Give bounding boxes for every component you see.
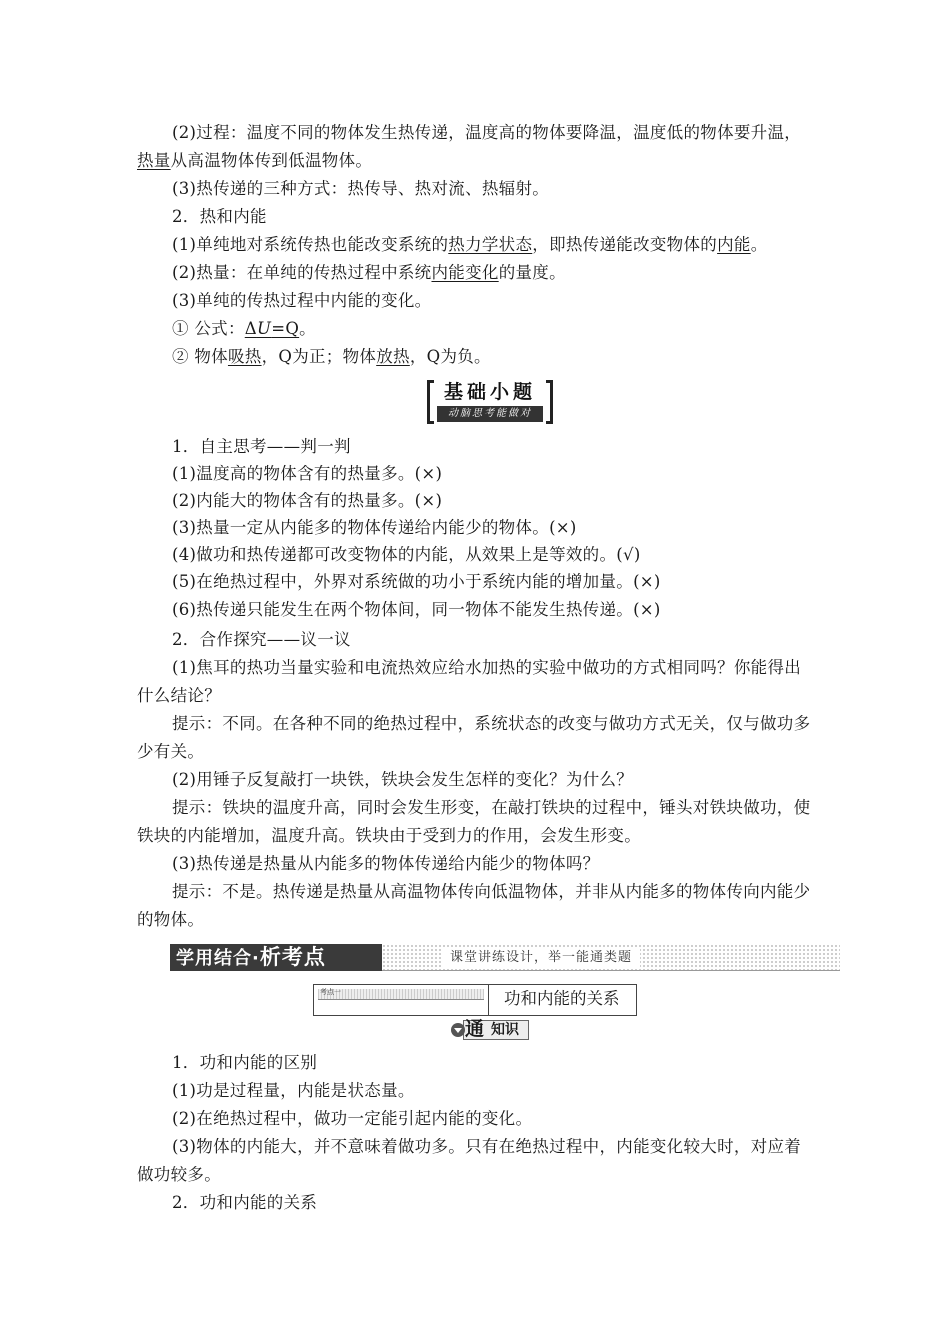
hint-answer: 提示：不是。热传递是热量从高温物体传向低温物体，并非从内能多的物体传向内能少 — [172, 882, 811, 901]
judgement-item: (4)做功和热传递都可改变物体的内能，从效果上是等效的。(√) — [172, 545, 641, 564]
topic-title: 功和内能的关系 — [504, 989, 620, 1008]
discussion-question: (2)用锤子反复敲打一块铁，铁块会发生怎样的变化？为什么？ — [172, 770, 634, 789]
heading-relationship: 2．功和内能的关系 — [172, 1193, 318, 1212]
badge-word: 通 — [465, 1018, 485, 1040]
practice-banner-subtitle: 课堂讲练设计，举一能通类题 — [442, 948, 640, 967]
text-run: 从高温物体传到低温物体。 — [170, 151, 373, 170]
topic-box — [313, 984, 637, 1016]
text-run: (1)单纯地对系统传热也能改变系统的 — [172, 235, 449, 254]
banner-subtitle: 动脑思考能做对 — [437, 406, 543, 422]
judgement-item: (5)在绝热过程中，外界对系统做的功小于系统内能的增加量。(×) — [172, 572, 661, 591]
practice-banner-title: 学用结合·析考点 — [170, 944, 382, 971]
text-run: 。 — [299, 319, 316, 338]
discussion-question: (3)热传递是热量从内能多的物体传递给内能少的物体吗？ — [172, 854, 600, 873]
badge-word: 知识 — [491, 1022, 519, 1038]
heading-self-think: 1．自主思考——判一判 — [172, 437, 351, 456]
list-item: (2)在绝热过程中，做功一定能引起内能的变化。 — [172, 1109, 533, 1128]
dotted-pattern — [382, 944, 840, 971]
underlined-term: 热量 — [137, 151, 171, 170]
text-run: ，即热传递能改变物体的 — [532, 235, 718, 254]
text-run: ① 公式： — [172, 319, 245, 338]
paragraph-formula — [172, 318, 316, 340]
underlined-term: 吸热 — [227, 347, 262, 366]
text-run: ② 物体 — [172, 347, 228, 366]
list-item: (3)物体的内能大，并不意味着做功多。只有在绝热过程中，内能变化较大时，对应着 — [172, 1137, 802, 1156]
underlined-term: 放热 — [376, 347, 410, 366]
text-run: ，Q为负。 — [409, 347, 491, 366]
topic-tag: 考点一 — [318, 989, 484, 1000]
text-run: ，Q为正；物体 — [261, 347, 377, 366]
banner-title: 基础小题 — [443, 381, 536, 403]
underlined-term: 内能 — [717, 235, 751, 254]
text-run: (2)热量：在单纯的传热过程中系统 — [172, 263, 432, 282]
judgement-item: (1)温度高的物体含有的热量多。(×) — [172, 464, 443, 483]
paragraph-process-cont — [137, 150, 372, 172]
paragraph-sign-convention — [172, 346, 491, 368]
bracket-left — [427, 380, 434, 424]
heading-cooperative-inquiry: 2．合作探究——议一议 — [172, 630, 351, 649]
discussion-question-cont: 什么结论？ — [137, 686, 221, 705]
list-item-cont: 做功较多。 — [137, 1165, 221, 1184]
judgement-item: (3)热量一定从内能多的物体传递给内能少的物体。(×) — [172, 518, 577, 537]
heading-difference: 1．功和内能的区别 — [172, 1053, 318, 1072]
basic-questions-banner — [427, 380, 553, 424]
hint-answer-cont: 的物体。 — [137, 910, 205, 929]
knowledge-badge — [451, 1020, 531, 1042]
bracket-right — [546, 380, 553, 424]
paragraph-three-ways: (3)热传递的三种方式：热传导、热对流、热辐射。 — [172, 179, 550, 198]
discussion-question: (1)焦耳的热功当量实验和电流热效应给水加热的实验中做功的方式相同吗？你能得出 — [172, 658, 802, 677]
hint-answer: 提示：不同。在各种不同的绝热过程中，系统状态的改变与做功方式无关，仅与做功多 — [172, 714, 811, 733]
underlined-term: 内能变化 — [431, 263, 499, 282]
hint-answer-cont: 铁块的内能增加，温度升高。铁块由于受到力的作用，会发生形变。 — [137, 826, 641, 845]
divider — [488, 985, 489, 1015]
paragraph-heat-definition — [172, 262, 566, 284]
paragraph-internal-energy-change: (3)单纯的传热过程中内能的变化。 — [172, 291, 432, 310]
text-run: 。 — [750, 235, 768, 254]
hint-answer: 提示：铁块的温度升高，同时会发生形变，在敲打铁块的过程中，锤头对铁块做功，使 — [172, 798, 811, 817]
text-run: 的量度。 — [498, 263, 566, 282]
divider — [382, 970, 840, 971]
formula: ΔU=Q — [244, 319, 300, 338]
paragraph-process: (2)过程：温度不同的物体发生热传递，温度高的物体要降温，温度低的物体要升温， — [172, 123, 802, 142]
judgement-item: (6)热传递只能发生在两个物体间，同一物体不能发生热传递。(×) — [172, 600, 661, 619]
judgement-item: (2)内能大的物体含有的热量多。(×) — [172, 491, 443, 510]
list-item: (1)功是过程量，内能是状态量。 — [172, 1081, 415, 1100]
paragraph-heat-transfer-change — [172, 234, 768, 256]
practice-banner — [170, 944, 840, 971]
underlined-term: 热力学状态 — [448, 235, 533, 254]
hint-answer-cont: 少有关。 — [137, 742, 205, 761]
arrow-down-icon — [451, 1023, 465, 1037]
heading-heat-internal-energy: 2．热和内能 — [172, 207, 267, 226]
